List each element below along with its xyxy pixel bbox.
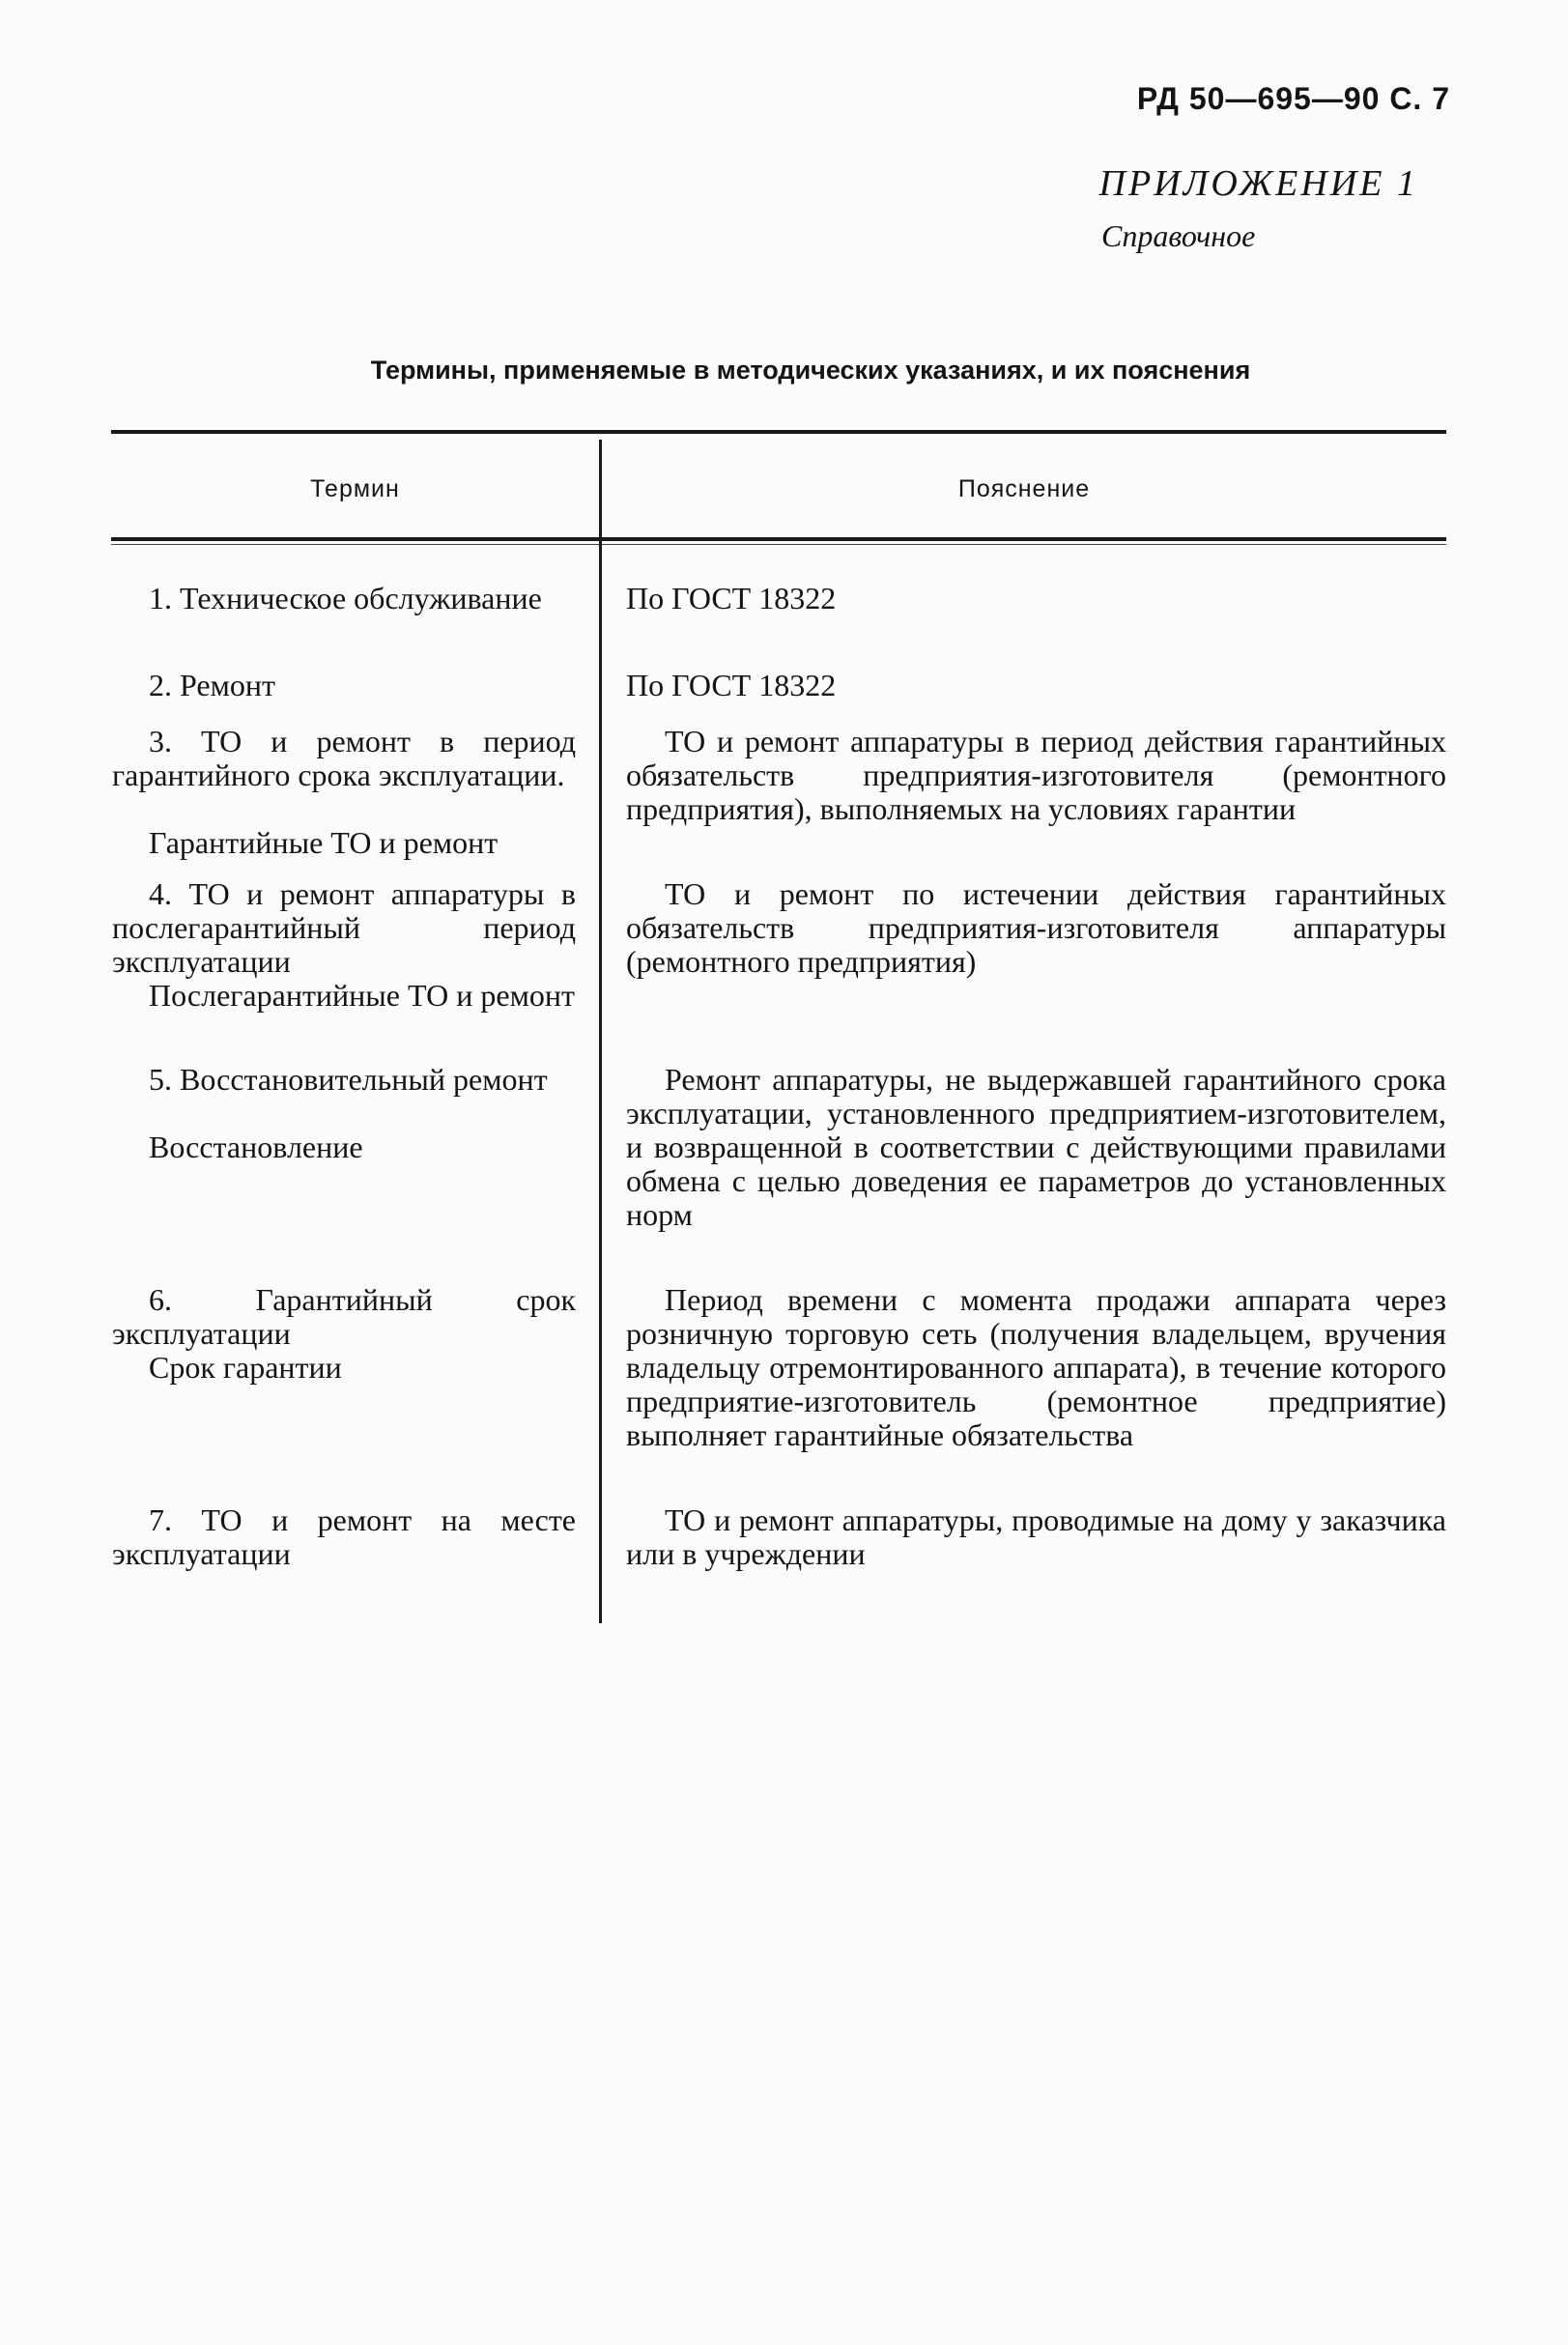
synonym-cell-6: Срок гарантии [149, 1350, 342, 1385]
term-cell-2: 2. Ремонт [149, 668, 275, 702]
column-header-explanation: Пояснение [957, 475, 1091, 502]
table-top-rule [111, 430, 1446, 434]
table-header-rule [111, 537, 1446, 541]
explanation-cell-1: По ГОСТ 18322 [626, 581, 837, 615]
explanation-cell-5: Ремонт аппаратуры, не выдержавшей гарантийного срока эксплуатации, установленного предприятием-изготовителем, и возвращенной в соответствии с действующими правилами обмена с целью доведения ее параметров до установленных норм [626, 1062, 1446, 1232]
synonym-cell-4: Послегарантийные ТО и ремонт [149, 978, 575, 1013]
term-cell-1: 1. Техническое обслуживание [149, 581, 542, 615]
explanation-cell-6: Период времени с момента продажи аппарата через розничную торговую сеть (получения владельцем, вручения владельцу отремонтированного аппарата), в течение которого предприятие-изготовитель (ремонтное предприятие) выполняет гарантийные обязательства [626, 1282, 1446, 1452]
term-cell-3: 3. ТО и ремонт в период гарантийного срока эксплуатации. [112, 724, 576, 792]
appendix-type: Справочное [1101, 218, 1256, 253]
explanation-cell-4: ТО и ремонт по истечении действия гарантийных обязательств предприятия-изготовителя аппаратуры (ремонтного предприятия) [626, 876, 1446, 979]
column-divider [599, 440, 602, 1623]
column-header-term: Термин [310, 475, 400, 502]
term-cell-4: 4. ТО и ремонт аппаратуры в послегарантийный период эксплуатации [112, 876, 576, 979]
term-cell-7: 7. ТО и ремонт на месте эксплуатации [112, 1502, 576, 1571]
explanation-cell-3: ТО и ремонт аппаратуры в период действия гарантийных обязательств предприятия-изготовителя (ремонтного предприятия), выполняемых на условиях гарантии [626, 724, 1446, 826]
table-title: Термины, применяемые в методических указаниях, и их пояснения [370, 356, 1251, 385]
table-header-rule-thin [111, 544, 1446, 545]
page-header-doc-ref: РД 50—695—90 С. 7 [1136, 81, 1450, 116]
term-cell-6: 6. Гарантийный срок эксплуатации [112, 1282, 576, 1351]
term-cell-5: 5. Восстановительный ремонт [149, 1062, 548, 1097]
synonym-cell-5: Восстановление [149, 1130, 363, 1164]
synonym-cell-3: Гарантийные ТО и ремонт [149, 825, 499, 860]
appendix-label: ПРИЛОЖЕНИЕ 1 [1098, 163, 1418, 204]
explanation-cell-2: По ГОСТ 18322 [626, 668, 837, 702]
explanation-cell-7: ТО и ремонт аппаратуры, проводимые на дому у заказчика или в учреждении [626, 1502, 1446, 1571]
